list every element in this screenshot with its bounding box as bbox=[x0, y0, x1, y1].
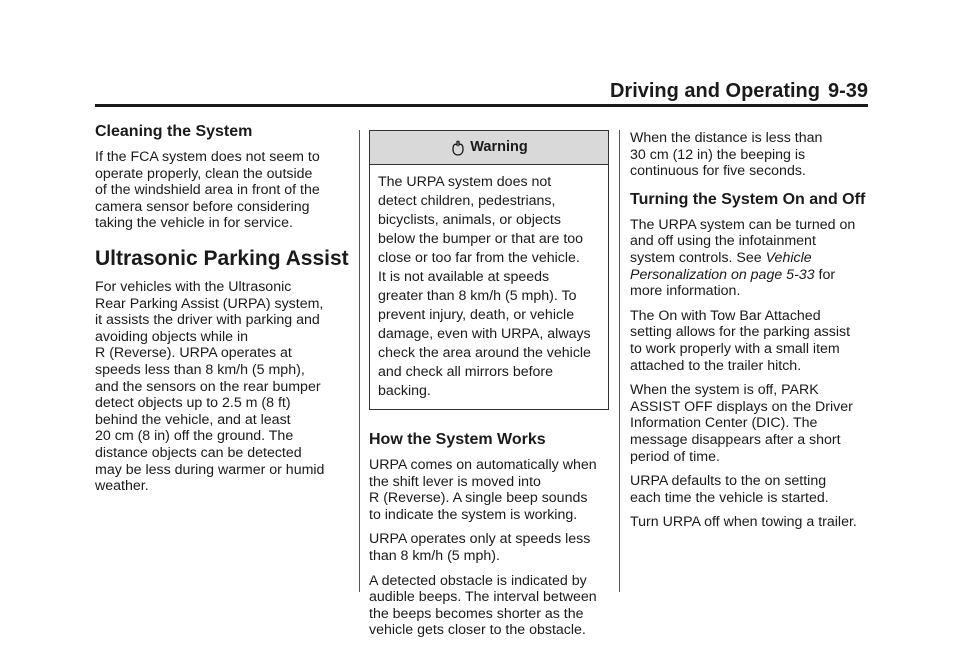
text-line: the shift lever is moved into bbox=[369, 473, 541, 490]
paragraph-turning-1 bbox=[630, 217, 870, 300]
warning-title: Warning bbox=[470, 139, 528, 156]
heading-turning-on-off: Turning the System On and Off bbox=[630, 190, 866, 208]
text-line: and check all mirrors before bbox=[378, 364, 554, 380]
header-rule bbox=[95, 104, 868, 107]
text-line: detect children, pedestrians, bbox=[378, 193, 556, 209]
text-line: For vehicles with the Ultrasonic bbox=[95, 278, 292, 295]
text-line: and off using the infotainment bbox=[630, 233, 816, 250]
text-line: of the windshield area in front of the bbox=[95, 182, 320, 199]
text-line: speeds less than 8 km/h (5 mph), bbox=[95, 361, 305, 378]
text-line: check the area around the vehicle bbox=[378, 345, 591, 361]
text-line: URPA comes on automatically when bbox=[369, 457, 597, 473]
section-title: Driving and Operating bbox=[609, 80, 820, 102]
text-line: URPA defaults to the on setting bbox=[630, 473, 827, 490]
text-line: A detected obstacle is indicated by bbox=[369, 572, 587, 589]
text-line: it assists the driver with parking and bbox=[95, 312, 320, 329]
text-line: prevent injury, death, or vehicle bbox=[378, 307, 575, 323]
text-line: distance objects can be detected bbox=[95, 444, 302, 461]
text-line: message disappears after a short bbox=[630, 431, 841, 448]
text-line: camera sensor before considering bbox=[95, 198, 310, 215]
text-line: bicyclists, animals, or objects bbox=[378, 212, 561, 228]
text-line: continuous for five seconds. bbox=[630, 163, 806, 180]
text-line: 30 cm (12 in) the beeping is bbox=[630, 146, 806, 163]
text-line: to work properly with a small item bbox=[630, 340, 840, 357]
text-line: below the bumper or that are too bbox=[378, 231, 584, 247]
heading-ultrasonic: Ultrasonic Parking Assist bbox=[95, 246, 349, 270]
text-span: system controls. See bbox=[630, 249, 766, 266]
text-line: When the system is off, PARK bbox=[630, 382, 819, 399]
text-line: R (Reverse). URPA operates at bbox=[95, 345, 292, 362]
warning-box bbox=[369, 130, 609, 410]
text-line: The URPA system does not bbox=[378, 174, 552, 190]
text-line: setting allows for the parking assist bbox=[630, 324, 851, 341]
page-number: 9-39 bbox=[827, 80, 868, 102]
warning-hand-icon bbox=[450, 140, 466, 156]
text-line: 20 cm (8 in) off the ground. The bbox=[95, 428, 294, 445]
text-line: to indicate the system is working. bbox=[369, 506, 578, 523]
text-line: operate properly, clean the outside bbox=[95, 165, 313, 182]
page-header bbox=[95, 80, 868, 104]
text-line: each time the vehicle is started. bbox=[630, 489, 829, 506]
heading-cleaning: Cleaning the System bbox=[95, 123, 253, 140]
text-line: greater than 8 km/h (5 mph). To bbox=[378, 288, 577, 304]
column-divider-2 bbox=[619, 130, 620, 592]
text-line: period of time. bbox=[630, 448, 720, 465]
text-line: The URPA system can be turned on bbox=[630, 216, 856, 233]
text-span: for bbox=[814, 266, 836, 283]
text-line: more information. bbox=[630, 283, 741, 300]
text-line: behind the vehicle, and at least bbox=[95, 411, 291, 428]
paragraph-how-2 bbox=[369, 531, 609, 564]
text-line: ASSIST OFF displays on the Driver bbox=[630, 398, 853, 415]
paragraph-ultrasonic bbox=[95, 279, 351, 495]
text-line: and the sensors on the rear bumper bbox=[95, 378, 321, 395]
text-line: damage, even with URPA, always bbox=[378, 326, 591, 342]
text-line: close or too far from the vehicle. bbox=[378, 250, 580, 266]
paragraph-turning-4 bbox=[630, 473, 870, 506]
text-line: Turn URPA off when towing a trailer. bbox=[630, 514, 857, 531]
paragraph-how-3 bbox=[369, 573, 609, 639]
paragraph-continuous bbox=[630, 130, 870, 180]
warning-header bbox=[370, 131, 608, 165]
text-line: The On with Tow Bar Attached bbox=[630, 307, 821, 324]
paragraph-turning-3 bbox=[630, 382, 870, 465]
text-line: detect objects up to 2.5 m (8 ft) bbox=[95, 395, 291, 412]
text-line: vehicle gets closer to the obstacle. bbox=[369, 622, 586, 639]
paragraph-turning-5 bbox=[630, 514, 870, 531]
text-line bbox=[630, 267, 870, 284]
column-2 bbox=[369, 130, 609, 647]
heading-how-it-works: How the System Works bbox=[369, 431, 546, 448]
text-line: avoiding objects while in bbox=[95, 328, 249, 345]
text-line: If the FCA system does not seem to bbox=[95, 149, 320, 165]
text-line: backing. bbox=[378, 383, 431, 399]
text-line: taking the vehicle in for service. bbox=[95, 215, 293, 232]
text-line: When the distance is less than bbox=[630, 130, 823, 146]
paragraph-cleaning bbox=[95, 149, 351, 232]
text-line: weather. bbox=[95, 478, 149, 495]
paragraph-how-1 bbox=[369, 457, 609, 523]
column-3 bbox=[630, 130, 870, 539]
column-divider-1 bbox=[359, 130, 360, 592]
text-line: URPA operates only at speeds less bbox=[369, 531, 591, 548]
text-line: audible beeps. The interval between bbox=[369, 589, 597, 606]
column-1 bbox=[95, 122, 351, 503]
text-line: Rear Parking Assist (URPA) system, bbox=[95, 295, 324, 312]
text-line: R (Reverse). A single beep sounds bbox=[369, 490, 588, 507]
text-line: the beeps becomes shorter as the bbox=[369, 605, 584, 622]
text-line: Information Center (DIC). The bbox=[630, 415, 818, 432]
cross-reference-link[interactable]: Personalization on page 5-33 bbox=[630, 266, 815, 283]
text-line: than 8 km/h (5 mph). bbox=[369, 547, 500, 564]
text-line: attached to the trailer hitch. bbox=[630, 357, 802, 374]
cross-reference-link[interactable]: Vehicle bbox=[765, 249, 812, 266]
warning-body bbox=[370, 165, 608, 409]
text-line bbox=[630, 250, 870, 267]
paragraph-turning-2 bbox=[630, 308, 870, 374]
text-line: may be less during warmer or humid bbox=[95, 461, 325, 478]
text-line: It is not available at speeds bbox=[378, 269, 550, 285]
